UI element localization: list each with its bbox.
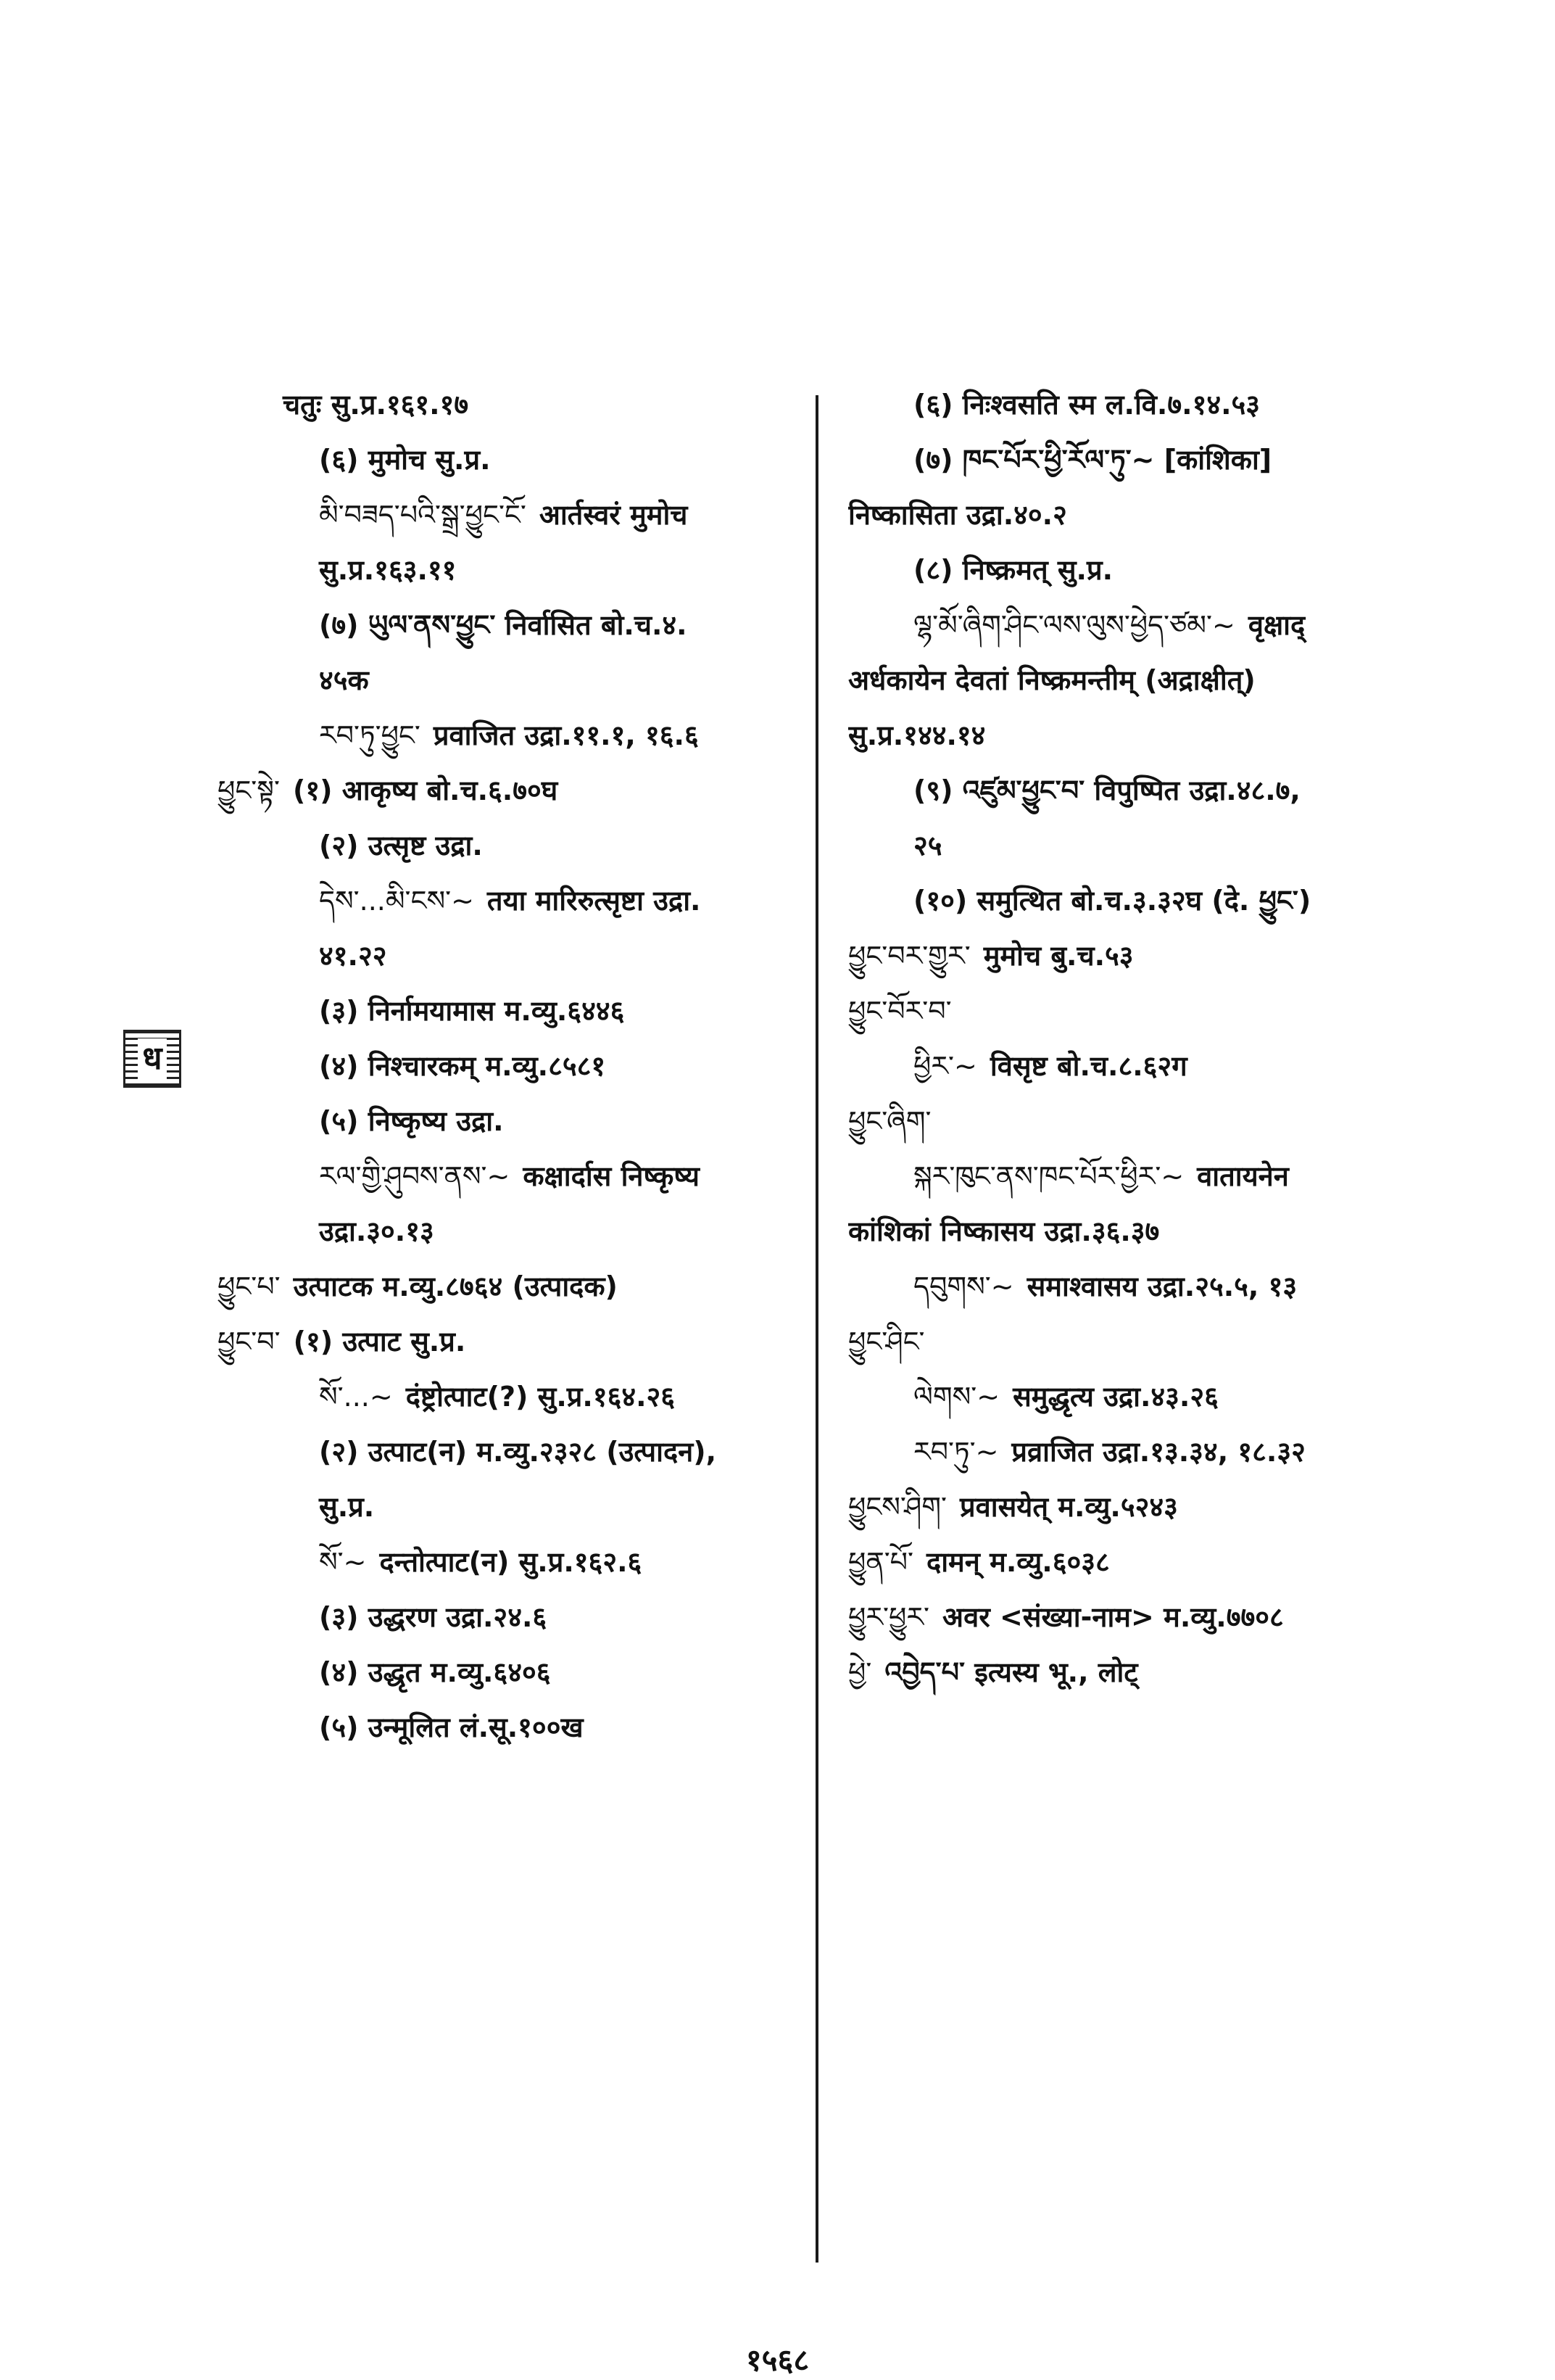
entry-text: (५) निष्कृष्य उद्रा. (319, 1105, 504, 1137)
entry-line (217, 1204, 797, 1259)
entry-text: वातायनेन (1197, 1160, 1289, 1192)
tibetan-headword: སོ་~ (319, 1546, 367, 1578)
entry-text: दंष्ट्रोत्पाट(?) सु.प्र.१६४.२६ (405, 1381, 676, 1413)
entry-line (848, 1590, 1450, 1645)
entry-text: मुमोच बु.च.५३ (983, 940, 1134, 972)
entry-line (848, 487, 1450, 542)
entry-text: सु.प्र. (319, 1491, 375, 1523)
tibetan-headword: ཕྱིར་~ (913, 1050, 977, 1082)
entry-line (217, 377, 797, 432)
entry-text: (२) उत्सृष्ट उद्रा. (319, 830, 483, 861)
entry-line (848, 928, 1450, 983)
tibetan-headword: ཕྱུང་བོར་བ་ (848, 995, 952, 1027)
tibetan-headword: ལྷ་མོ་ཞིག་ཤིང་ལས་ལུས་ཕྱེད་ཙམ་~ (913, 609, 1235, 641)
entry-line (217, 1259, 797, 1314)
entry-text: अर्धकायेन देवतां निष्क्रमन्तीम् (अद्राक्षीत्) (848, 664, 1256, 696)
right-column (848, 377, 1450, 1700)
entry-line (848, 1204, 1450, 1259)
entry-line (848, 542, 1450, 598)
entry-text: འབྱེད་པ་ इत्यस्य भू., लोट् (884, 1656, 1138, 1688)
entry-text: (४) निश्चारकम् म.व्यु.८५८१ (319, 1050, 606, 1082)
entry-line (217, 542, 797, 598)
entry-text: (४) उद्धृत म.व्यु.६४०६ (319, 1656, 551, 1688)
entry-text: कांशिकां निष्कासय उद्रा.३६.३७ (848, 1215, 1160, 1247)
entry-text: आर्तस्वरं मुमोच (539, 499, 688, 531)
thumb-index-letter: ध (138, 1038, 166, 1079)
entry-text: निष्कासिता उद्रा.४०.२ (848, 499, 1067, 531)
tibetan-headword: ཕྱེ་ (848, 1656, 872, 1688)
tibetan-headword: དེས་...མི་ངས་~ (319, 885, 474, 917)
entry-line (848, 1094, 1450, 1149)
entry-line (848, 598, 1450, 653)
entry-text: दामन् म.व्यु.६०३८ (926, 1546, 1110, 1578)
entry-line (848, 983, 1450, 1038)
entry-text: २५ (913, 830, 942, 861)
tibetan-headword: རབ་ཏུ་~ (913, 1436, 999, 1468)
entry-text: (६) मुमोच सु.प्र. (319, 444, 491, 476)
entry-text: (९) འཛུམ་ཕྱུང་བ་ विपुष्पित उद्रा.४८.७, (913, 774, 1301, 806)
entry-text: (१) आकृष्य बो.च.६.७०घ (293, 774, 558, 806)
entry-text: (६) निःश्वसति स्म ल.वि.७.१४.५३ (913, 389, 1261, 421)
entry-line (217, 1700, 797, 1755)
entry-text: दन्तोत्पाट(न) सु.प्र.१६२.६ (379, 1546, 642, 1578)
entry-line (848, 1479, 1450, 1534)
tibetan-headword: ལེགས་~ (913, 1381, 1000, 1413)
tibetan-headword: ཕྱུང་བ་ (217, 1326, 281, 1358)
tibetan-headword: རལ་གྱི་ཤུབས་ནས་~ (319, 1160, 510, 1192)
entry-text: (८) निष्क्रमत् सु.प्र. (913, 554, 1114, 586)
entry-text: (७) ཁང་པོར་ཕྱི་རོལ་ཏུ་~ [कांशिका] (913, 444, 1272, 476)
entry-line (217, 432, 797, 487)
entry-text: (३) निर्नामयामास म.व्यु.६४४६ (319, 995, 625, 1027)
entry-line (848, 1534, 1450, 1590)
tibetan-headword: དབུགས་~ (913, 1270, 1014, 1302)
entry-line (848, 1259, 1450, 1314)
entry-text: उद्रा.३०.१३ (319, 1215, 434, 1247)
entry-line (217, 708, 797, 763)
entry-line (217, 1314, 797, 1369)
page-number: १५६८ (745, 2342, 810, 2378)
entry-text: विसृष्ट बो.च.८.६२ग (990, 1050, 1187, 1082)
tibetan-headword: ཕྱུང་བར་གྱུར་ (848, 940, 971, 972)
entry-line (217, 1149, 797, 1204)
tibetan-headword: ཕྱུན་པོ་ (848, 1546, 914, 1578)
tibetan-headword: ཕྱུང་སྟེ་ (217, 774, 280, 806)
entry-line (848, 708, 1450, 763)
entry-line (848, 1038, 1450, 1094)
entry-text: समाश्वासय उद्रा.२५.५, १३ (1027, 1270, 1298, 1302)
entry-line (217, 983, 797, 1038)
entry-text: (५) उन्मूलित लं.सू.१००ख (319, 1711, 584, 1743)
tibetan-headword: ཕྱུང་ཞིག་ (848, 1105, 932, 1137)
entry-line (848, 653, 1450, 708)
entry-line (848, 1424, 1450, 1479)
entry-line (217, 487, 797, 542)
tibetan-headword: སོ་...~ (319, 1381, 393, 1413)
tibetan-headword: ཕྱུངས་ཤིག་ (848, 1491, 947, 1523)
left-column (217, 377, 797, 1755)
entry-line (217, 1369, 797, 1424)
entry-line (217, 763, 797, 818)
entry-line (217, 1038, 797, 1094)
entry-text: प्रवासयेत् म.व्यु.५२४३ (960, 1491, 1178, 1523)
entry-text: ४१.२२ (319, 940, 387, 972)
entry-text: (३) उद्धरण उद्रा.२४.६ (319, 1601, 547, 1633)
entry-text: अवर <संख्या-नाम> म.व्यु.७७०८ (942, 1601, 1284, 1633)
entry-text: (७) ཡུལ་ནས་ཕྱུང་ निर्वासित बो.च.४. (319, 609, 687, 641)
entry-line (848, 432, 1450, 487)
entry-line (848, 377, 1450, 432)
entry-text: कक्षार्दास निष्कृष्य (523, 1160, 700, 1192)
tibetan-headword: སྐར་ཁུང་ནས་ཁང་པོར་ཕྱིར་~ (913, 1160, 1185, 1192)
entry-line (848, 818, 1450, 873)
entry-line (848, 1149, 1450, 1204)
entry-line (848, 1369, 1450, 1424)
entry-line (217, 1534, 797, 1590)
tibetan-headword: མི་བཟད་པའི་སྒྲ་ཕྱུང་ངོ་ (319, 499, 526, 531)
entry-text: ४५क (319, 664, 369, 696)
entry-line (217, 818, 797, 873)
entry-line (217, 928, 797, 983)
tibetan-headword: ཕྱུང་ཤིང་ (848, 1326, 925, 1358)
entry-text: (२) उत्पाट(न) म.व्यु.२३२८ (उत्पादन), (319, 1436, 717, 1468)
entry-line (217, 1590, 797, 1645)
column-divider (816, 395, 818, 2263)
entry-text: सु.प्र.१६३.११ (319, 554, 457, 586)
entry-line (217, 598, 797, 653)
thumb-index-tab (123, 1030, 181, 1088)
entry-text: (१०) समुत्थित बो.च.३.३२घ (दे. ཕྱུང་) (913, 885, 1311, 917)
entry-line (217, 1479, 797, 1534)
entry-text: समुद्धृत्य उद्रा.४३.२६ (1013, 1381, 1219, 1413)
entry-line (217, 653, 797, 708)
tibetan-headword: རབ་ཏུ་ཕྱུང་ (319, 719, 420, 751)
entry-line (848, 763, 1450, 818)
entry-line (848, 1645, 1450, 1700)
entry-line (848, 1314, 1450, 1369)
entry-line (217, 1645, 797, 1700)
entry-line (848, 873, 1450, 928)
entry-line (217, 873, 797, 928)
entry-text: सु.प्र.१४४.१४ (848, 719, 986, 751)
entry-text: उत्पाटक म.व्यु.८७६४ (उत्पादक) (293, 1270, 618, 1302)
entry-line (217, 1094, 797, 1149)
entry-line (217, 1424, 797, 1479)
entry-text: चतुः सु.प्र.१६१.१७ (283, 389, 469, 421)
entry-text: प्रवाजित उद्रा.११.१, १६.६ (433, 719, 699, 751)
entry-text: तया मारिरुत्सृष्टा उद्रा. (486, 885, 701, 917)
entry-text: (१) उत्पाट सु.प्र. (293, 1326, 466, 1358)
tibetan-headword: ཕྱུར་ཕྱུར་ (848, 1601, 930, 1633)
tibetan-headword: ཕྱུང་པ་ (217, 1270, 281, 1302)
entry-text: प्रव्राजित उद्रा.१३.३४, १८.३२ (1011, 1436, 1306, 1468)
entry-text: वृक्षाद् (1248, 609, 1306, 641)
